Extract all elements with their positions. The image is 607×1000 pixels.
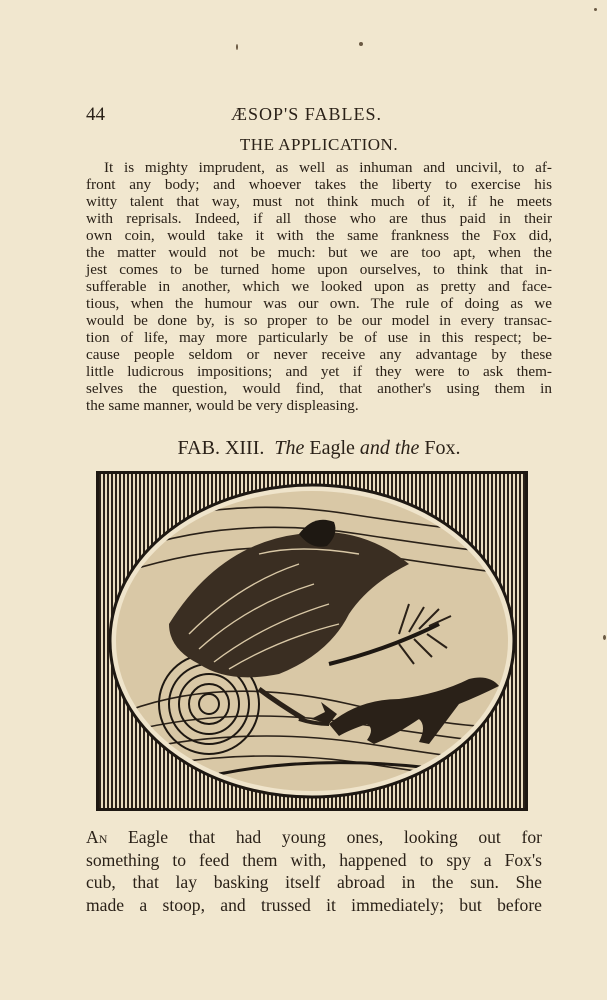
text-line: own coin, would take it with the same frankness the Fox did, [86, 227, 552, 244]
text-line: cub, that lay basking itself abroad in the sun. She [86, 872, 542, 892]
text-line: made a stoop, and trussed it immediately; but before [86, 894, 542, 915]
text-line: cause people seldom or never receive any advantage by these [86, 346, 552, 363]
text-line: It is mighty imprudent, as well as inhuman and uncivil, to af- [104, 159, 552, 176]
woodcut-eagle-and-fox [99, 474, 525, 808]
text-line: witty talent that way, must not think much of it, if he meets [86, 193, 552, 210]
text-line: the matter would not be much: but we are too apt, when the [86, 244, 552, 261]
fable-title-eagle: Eagle [309, 437, 355, 459]
text-line: the same manner, would be very displeasing. [86, 397, 359, 414]
text-line: tion of life, may more particularly be of use in this respect; be- [86, 329, 552, 346]
fable-title-and-the: and the [359, 437, 420, 459]
paper-speck [594, 8, 597, 11]
text-line: would be done by, is so proper to be our model in every transac- [86, 312, 552, 329]
fable-title-the: The [274, 437, 305, 459]
text-line-rest: Eagle that had young ones, looking out for [107, 827, 542, 847]
text-line: little ludicrous impositions; and yet if they were to ask them- [86, 363, 552, 380]
page-number: 44 [86, 104, 105, 125]
fable-paragraph [86, 826, 542, 916]
text-line: sufferable in another, which we looked upon as pretty and face- [86, 278, 552, 295]
text-line [86, 826, 542, 849]
text-line: front any body; and whoever takes the liberty to exercise his [86, 176, 552, 193]
text-line: with reprisals. Indeed, if all those who are thus paid in their [86, 210, 552, 227]
running-head: ÆSOP'S FABLES. [231, 104, 382, 124]
page-header [86, 104, 552, 126]
text-line: jest comes to be turned home upon ourselves, to think that in- [86, 261, 552, 278]
fable-title-fox: Fox. [424, 437, 461, 459]
fable-number: FAB. XIII. [177, 437, 265, 459]
paper-speck [236, 44, 238, 50]
paper-speck [359, 42, 363, 46]
text-line: something to feed them with, happened to spy a Fox's [86, 849, 542, 870]
text-line: tious, when the humour was our own. The rule of doing as we [86, 295, 552, 312]
fable-title [86, 437, 552, 460]
application-paragraph [86, 159, 552, 414]
text-line: selves the question, would find, that another's using them in [86, 380, 552, 397]
application-title: THE APPLICATION. [239, 135, 399, 154]
drop-word: An [86, 827, 108, 847]
woodcut-illustration [96, 471, 528, 811]
paper-speck [603, 635, 606, 640]
